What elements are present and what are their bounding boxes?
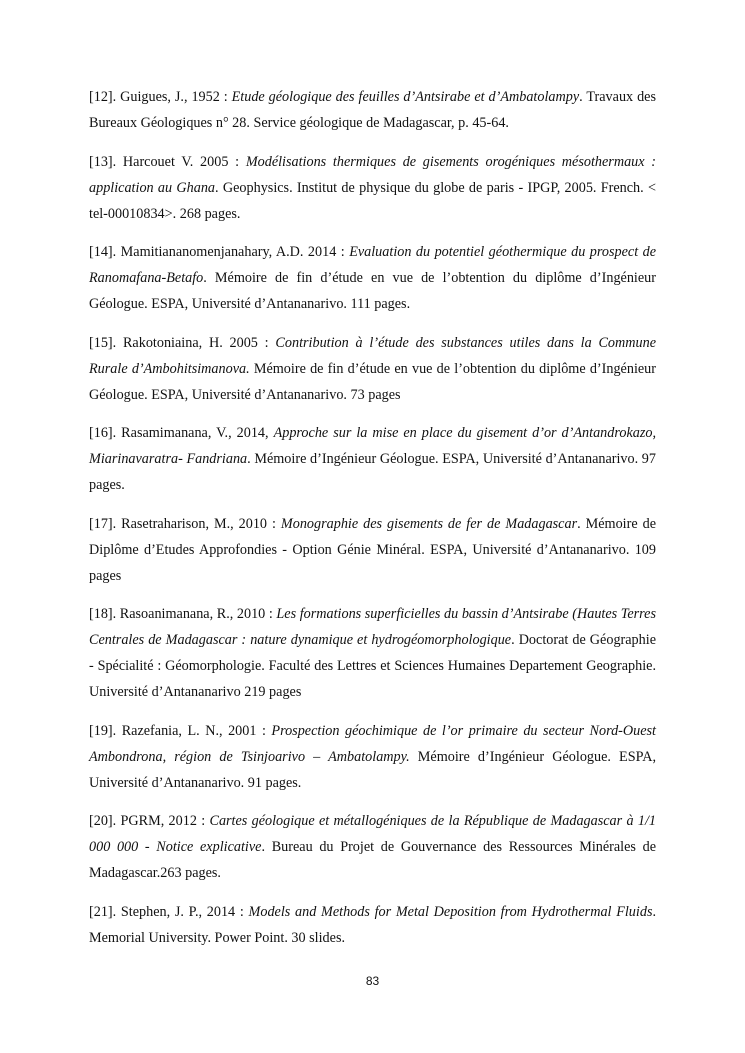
reference-title: Contribution à l’étude des substances utiles dans la Commune Rurale d’Ambohitsimanova. [89,334,656,377]
reference-title: Etude géologique des feuilles d’Antsirabe et d’Ambatolampy [231,89,580,105]
reference-authors: [20]. PGRM, 2012 : [89,813,210,829]
reference-details: Mémoire d’Ingénieur Géologue. ESPA, Université d’Antananarivo. 91 pages. [89,748,656,791]
reference-list [89,84,656,963]
reference-details: Mémoire de fin d’étude en vue de l’obtention du diplôme d’Ingénieur Géologue. ESPA, Université d’Antananarivo. 73 pages [89,360,657,403]
reference-authors: [14]. Mamitiananomenjanahary, A.D. 2014 : [89,244,350,260]
reference-entry [89,511,656,589]
reference-entry [89,420,656,498]
reference-entry [89,239,656,317]
reference-entry [89,718,656,796]
reference-authors: [17]. Rasetraharison, M., 2010 : [89,515,281,532]
reference-details: . Mémoire de fin d’étude en vue de l’obtention du diplôme d’Ingénieur Géologue. ESPA, Université d’Antananarivo. 111 pages. [89,270,656,312]
reference-details: . Geophysics. Institut de physique du globe de paris - IPGP, 2005. French. < tel-00010834>. 268 pages. [89,179,656,222]
reference-entry [89,601,656,705]
reference-entry [89,899,656,951]
reference-authors: [15]. Rakotoniaina, H. 2005 : [89,334,276,351]
reference-details: . Mémoire d’Ingénieur Géologue. ESPA, Université d’Antananarivo. 97 pages. [89,451,656,493]
reference-entry [89,149,656,227]
reference-authors: [13]. Harcouet V. 2005 : [89,153,246,170]
reference-authors: [19]. Razefania, L. N., 2001 : [89,722,272,739]
reference-title: Les formations superficielles du bassin d’Antsirabe (Hautes Terres Centrales de Madagascar : nature dynamique et hydrogéomorphologique [89,606,656,648]
reference-details: . Doctorat de Géographie - Spécialité : Géomorphologie. Faculté des Lettres et Sciences Humaines Departement Geographie. Université d’Antananarivo 219 pages [89,632,656,700]
reference-authors: [16]. Rasamimanana, V., 2014, [89,425,274,441]
reference-title: Prospection géochimique de l’or primaire du secteur Nord-Ouest Ambondrona, région de Tsinjoarivo – Ambatolampy. [89,722,656,765]
reference-authors: [18]. Rasoanimanana, R., 2010 : [89,606,277,622]
reference-title: Modélisations thermiques de gisements orogéniques mésothermaux : application au Ghana [89,153,656,196]
reference-authors: [21]. Stephen, J. P., 2014 : [89,903,249,920]
reference-details: . Bureau du Projet de Gouvernance des Ressources Minérales de Madagascar.263 pages. [89,839,656,881]
reference-title: Monographie des gisements de fer de Madagascar [280,515,578,532]
reference-title: Models and Methods for Metal Deposition from Hydrothermal Fluids [248,903,653,920]
reference-details: . Travaux des Bureaux Géologiques n° 28. Service géologique de Madagascar, p. 45-64. [89,89,656,131]
reference-entry [89,330,656,408]
reference-title: Approche sur la mise en place du gisement d’or d’Antandrokazo, Miarinavaratra- Fandriana [89,425,656,467]
reference-details: . Mémoire de Diplôme d’Etudes Approfondies - Option Génie Minéral. ESPA, Université d’Antananarivo. 109 pages [89,515,656,584]
reference-authors: [12]. Guigues, J., 1952 : [89,89,232,105]
reference-title: Cartes géologique et métallogéniques de la République de Madagascar à 1/1 000 000 - Notice explicative [89,813,656,855]
reference-details: . Memorial University. Power Point. 30 slides. [89,903,657,946]
reference-title: Evaluation du potentiel géothermique du prospect de Ranomafana-Betafo [89,244,657,286]
reference-entry [89,808,656,886]
reference-entry [89,84,656,136]
page-number: 83 [365,974,380,988]
